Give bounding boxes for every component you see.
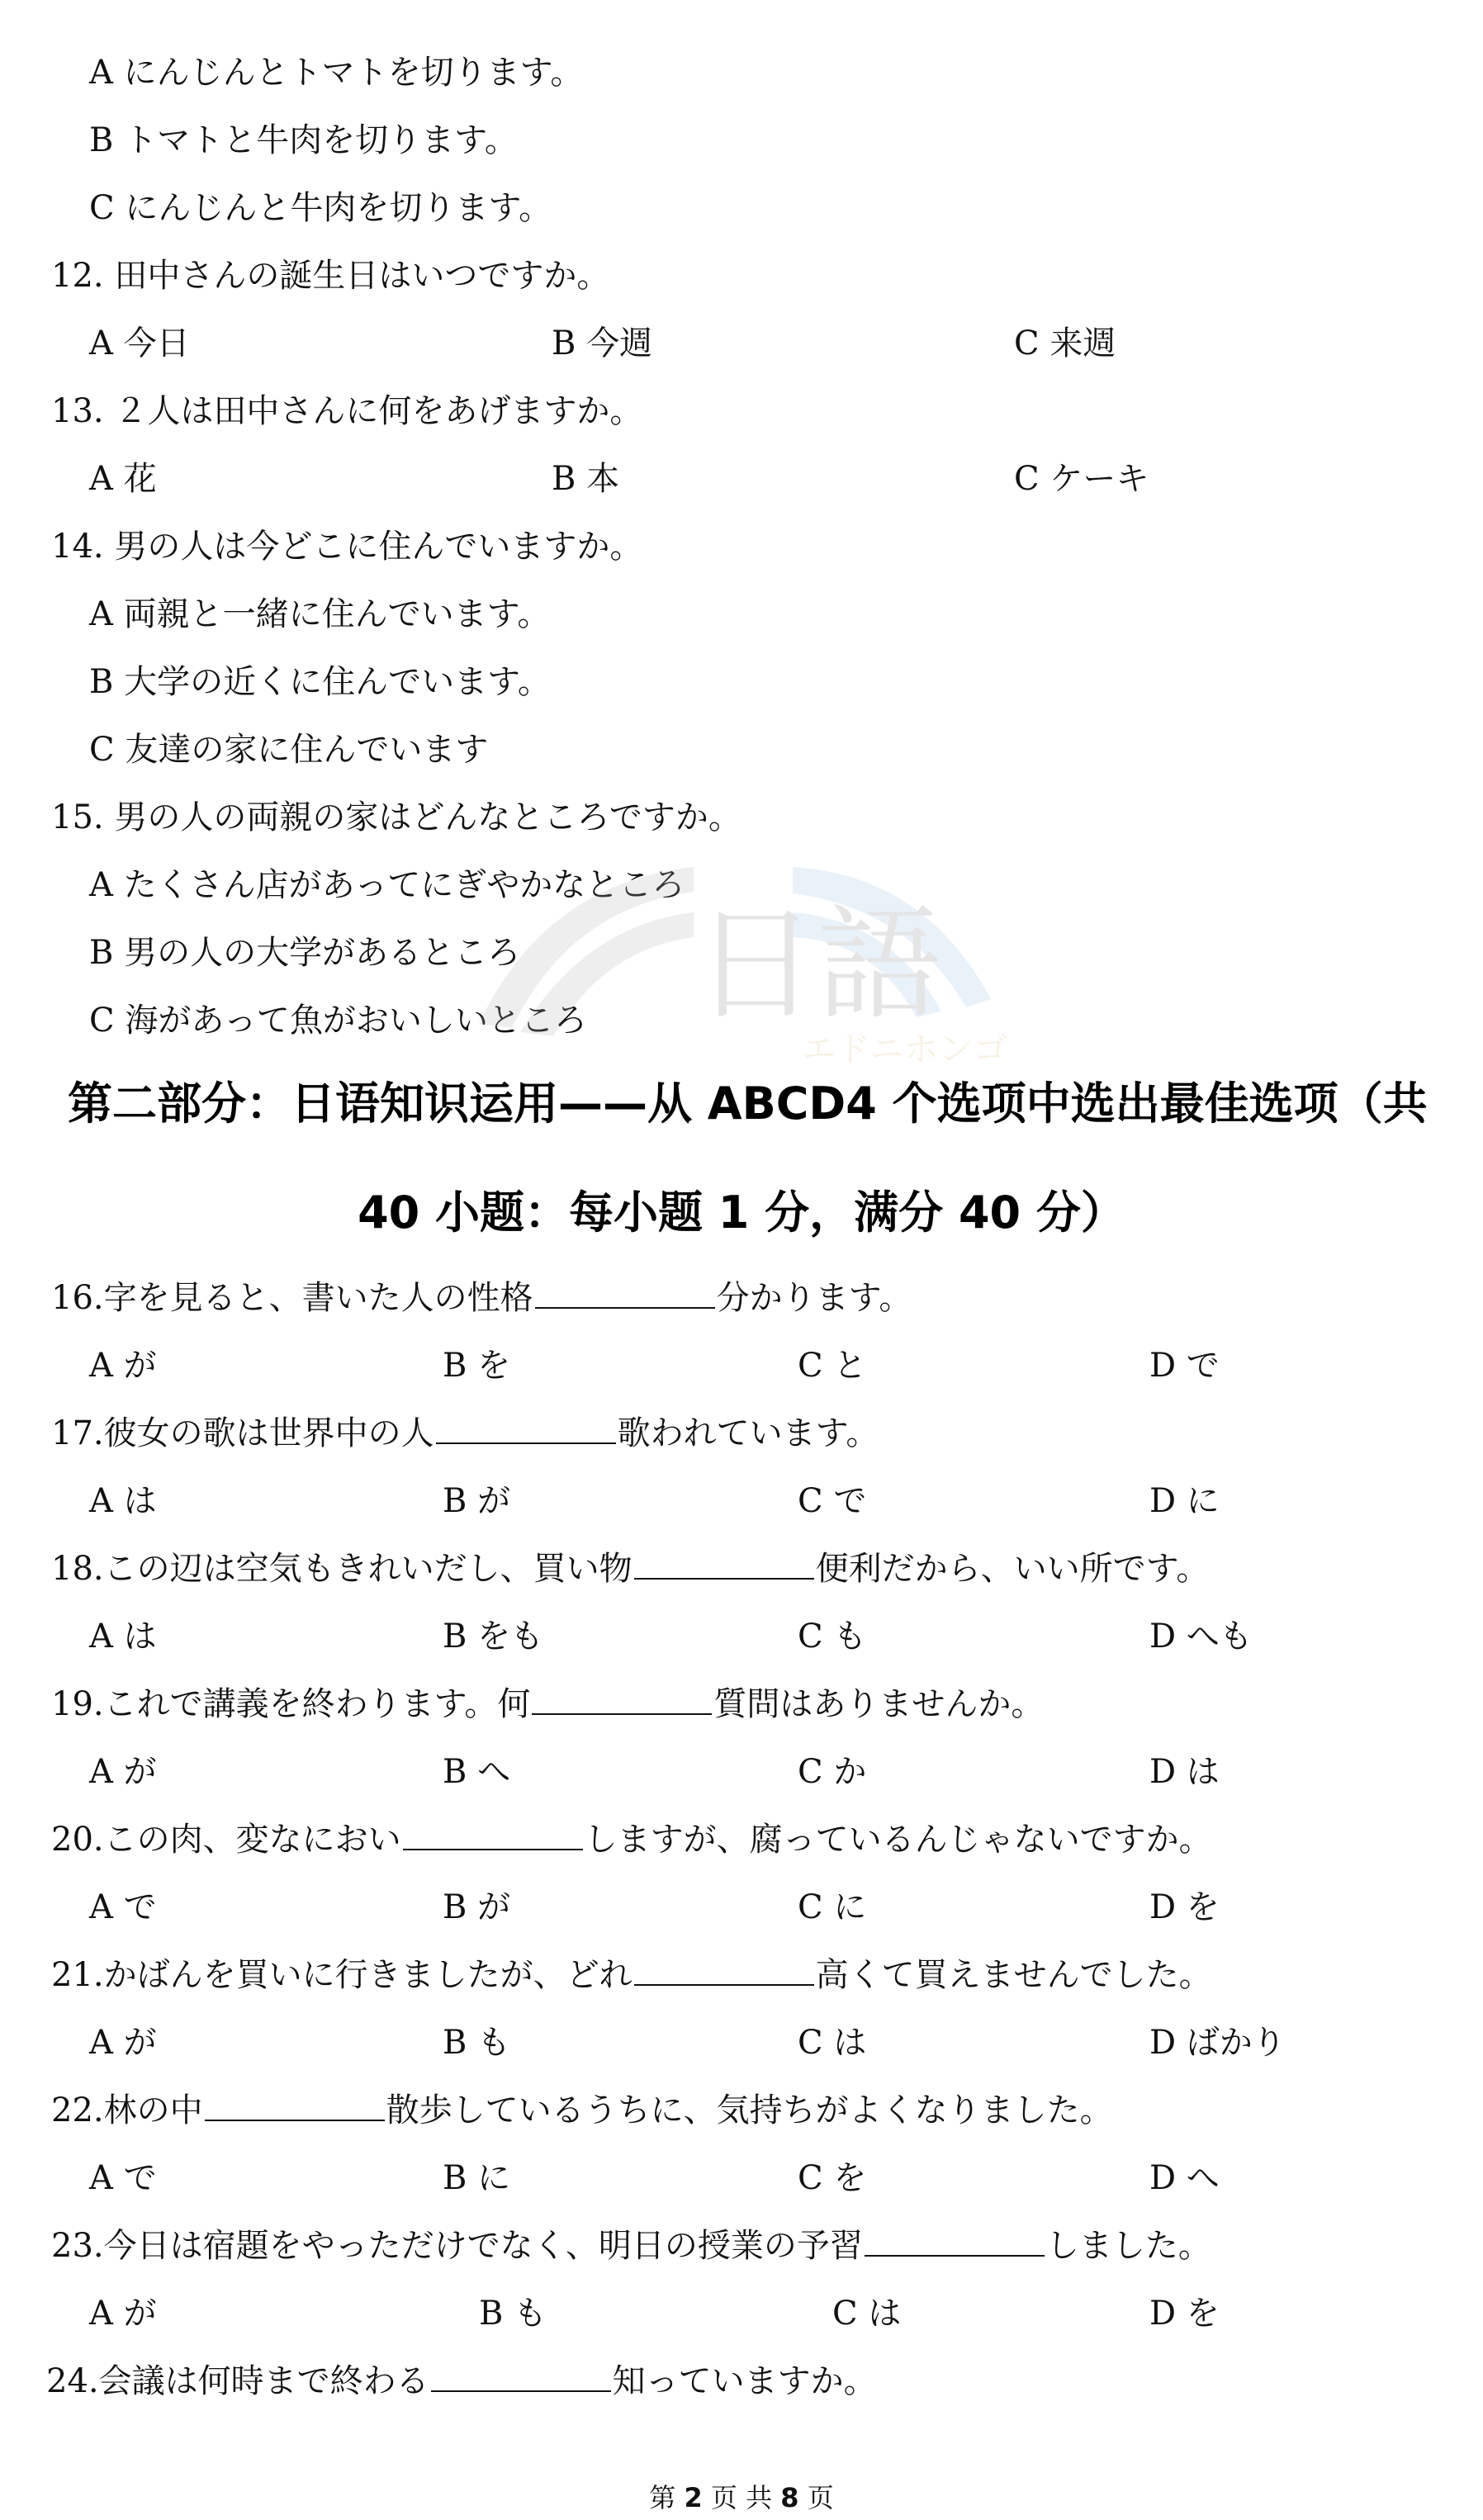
q11-option-a: A にんじんとトマトを切ります。 — [89, 54, 584, 92]
section-title-line1: 第二部分：日语知识运用——从 ABCD4 个选项中选出最佳选项（共 — [68, 1078, 1428, 1130]
q22-option-b: B に — [443, 2159, 511, 2197]
q21-option-c: C は — [798, 2024, 867, 2062]
footer-middle: 页 共 — [710, 2482, 773, 2513]
q12-option-c: C 来週 — [1014, 324, 1116, 362]
question-23 — [51, 2224, 1211, 2267]
footer-prefix: 第 — [649, 2482, 676, 2513]
q15-option-b: B 男の人の大学があるところ — [89, 934, 521, 972]
question-text: 分かります。 — [716, 1279, 912, 1317]
q14-option-a: A 両親と一緒に住んでいます。 — [89, 595, 551, 633]
q17-option-a: A は — [89, 1482, 157, 1520]
q16-option-c: C と — [798, 1347, 867, 1385]
q12-option-a: A 今日 — [89, 324, 190, 362]
question-text: 17.彼女の歌は世界中の人 — [51, 1414, 434, 1452]
q19-option-d: D は — [1149, 1753, 1220, 1791]
q19-option-c: C か — [798, 1753, 867, 1791]
question-text: 20.この肉、変なにおい — [51, 1821, 401, 1859]
q13-option-b: B 本 — [552, 460, 620, 498]
q15-question: 15. 男の人の両親の家はどんなところですか。 — [51, 798, 742, 836]
q17-option-c: C で — [798, 1482, 867, 1520]
question-text: 質問はありませんか。 — [713, 1685, 1045, 1723]
question-19 — [51, 1683, 1044, 1726]
q18-option-b: B をも — [443, 1618, 544, 1656]
q19-option-a: A が — [89, 1753, 157, 1791]
question-text: 21.かばんを買いに行きましたが、どれ — [51, 1956, 633, 1994]
page-footer — [0, 2477, 1483, 2515]
question-text: 22.林の中 — [51, 2091, 203, 2129]
q21-option-d: D ばかり — [1149, 2024, 1286, 2062]
q20-option-c: C に — [798, 1888, 867, 1926]
question-text: 知っていますか。 — [612, 2362, 877, 2400]
q17-option-b: B が — [443, 1482, 511, 1520]
question-text: 24.会議は何時まで終わる — [46, 2362, 429, 2400]
question-text: 19.これで講義を終わります。何 — [51, 1685, 531, 1723]
answer-blank — [865, 2225, 1045, 2257]
q20-option-b: B が — [443, 1888, 511, 1926]
question-20 — [51, 1818, 1212, 1861]
q20-option-a: A で — [89, 1888, 157, 1926]
question-text: 便利だから、いい所です。 — [815, 1550, 1210, 1588]
question-17 — [51, 1412, 879, 1455]
answer-blank — [634, 1954, 814, 1986]
q16-option-b: B を — [443, 1347, 511, 1385]
question-text: 高くて買えませんでした。 — [815, 1956, 1212, 1994]
q23-option-c: C は — [832, 2295, 902, 2333]
question-16 — [51, 1277, 912, 1319]
footer-suffix: 页 — [807, 2482, 834, 2513]
answer-blank — [431, 2361, 611, 2392]
question-18 — [51, 1547, 1209, 1590]
q22-option-d: D へ — [1149, 2159, 1220, 2197]
q21-option-a: A が — [89, 2024, 157, 2062]
q18-option-d: D へも — [1149, 1618, 1253, 1656]
q14-option-c: C 友達の家に住んでいます — [89, 731, 489, 769]
q23-option-d: D を — [1149, 2295, 1220, 2333]
question-text: 歌われています。 — [617, 1414, 879, 1452]
current-page-number: 2 — [684, 2482, 703, 2513]
total-page-number: 8 — [780, 2482, 799, 2513]
q13-option-c: C ケーキ — [1014, 460, 1149, 498]
question-text: 23.今日は宿題をやっただけでなく、明日の授業の予習 — [51, 2227, 863, 2265]
answer-blank — [634, 1548, 814, 1580]
answer-blank — [205, 2090, 385, 2121]
q19-option-b: B へ — [443, 1753, 511, 1791]
section-title-line2: 40 小题：每小题 1 分，满分 40 分） — [358, 1187, 1125, 1239]
answer-blank — [403, 1819, 583, 1850]
q15-option-a: A たくさん店があってにぎやかなところ — [89, 866, 685, 904]
q12-question: 12. 田中さんの誕生日はいつですか。 — [51, 257, 610, 295]
answer-blank — [532, 1684, 712, 1715]
question-text: 18.この辺は空気もきれいだし、買い物 — [51, 1550, 633, 1588]
answer-blank — [436, 1413, 616, 1444]
question-24 — [46, 2360, 877, 2403]
watermark-text: 日語 — [694, 893, 942, 1037]
q14-option-b: B 大学の近くに住んでいます。 — [89, 663, 551, 701]
q16-option-d: D で — [1149, 1347, 1220, 1385]
question-text: しますが、腐っているんじゃないですか。 — [584, 1821, 1212, 1859]
q16-option-a: A が — [89, 1347, 157, 1385]
question-22 — [51, 2089, 1113, 2132]
q13-option-a: A 花 — [89, 460, 157, 498]
q18-option-c: C も — [798, 1618, 867, 1656]
q13-question: 13. ２人は田中さんに何をあげますか。 — [51, 392, 643, 430]
q12-option-b: B 今週 — [552, 324, 653, 362]
question-21 — [51, 1954, 1212, 1997]
q23-option-a: A が — [89, 2295, 157, 2333]
q11-option-c: C にんじんと牛肉を切ります。 — [89, 189, 552, 227]
q23-option-b: B も — [479, 2295, 547, 2333]
question-text: 散歩しているうちに、気持ちがよくなりました。 — [386, 2091, 1113, 2129]
q21-option-b: B も — [443, 2024, 511, 2062]
question-text: 16.字を見ると、書いた人の性格 — [51, 1279, 533, 1317]
q22-option-a: A で — [89, 2159, 157, 2197]
watermark-subtext: エドニホンゴ — [801, 1029, 1008, 1069]
q11-option-b: B トマトと牛肉を切ります。 — [89, 121, 518, 159]
q18-option-a: A は — [89, 1618, 157, 1656]
q22-option-c: C を — [798, 2159, 867, 2197]
q15-option-c: C 海があって魚がおいしいところ — [89, 1002, 587, 1040]
q17-option-d: D に — [1149, 1482, 1220, 1520]
q20-option-d: D を — [1149, 1888, 1220, 1926]
q14-question: 14. 男の人は今どこに住んでいますか。 — [51, 528, 643, 566]
watermark-logo — [446, 834, 1106, 1082]
answer-blank — [535, 1277, 715, 1309]
question-text: しました。 — [1045, 2227, 1211, 2265]
